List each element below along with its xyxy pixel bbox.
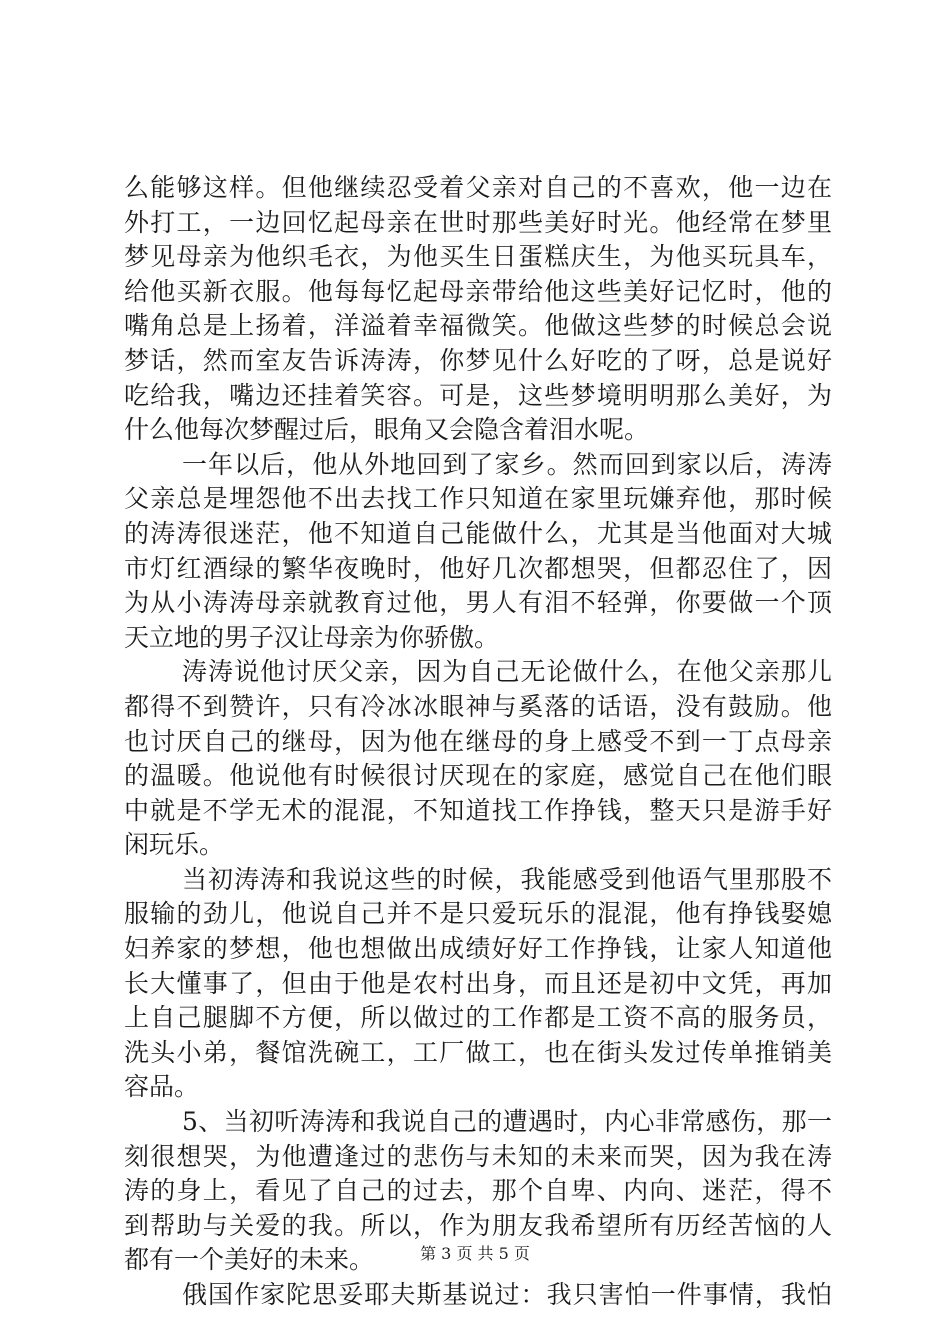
text-line: 俄国作家陀思妥耶夫斯基说过：我只害怕一件事情，我怕 [182,1280,832,1309]
text-line: 刻很想哭，为他遭逢过的悲伤与未知的未来而哭，因为我在涛 [124,1141,832,1171]
text-line: 都得不到赞许，只有冷冰冰眼神与奚落的话语，没有鼓励。他 [124,691,832,721]
text-line: 到帮助与关爱的我。所以，作为朋友我希望所有历经苦恼的人 [124,1210,832,1240]
text-line: 梦见母亲为他织毛衣，为他买生日蛋糕庆生，为他买玩具车， [124,242,832,272]
text-line: 市灯红酒绿的繁华夜晚时，他好几次都想哭，但都忍住了，因 [124,553,832,583]
text-line: 都有一个美好的未来。 [124,1245,375,1275]
text-line: 上自己腿脚不方便，所以做过的工作都是工资不高的服务员， [124,1003,832,1033]
text-line: 长大懂事了，但由于他是农村出身，而且还是初中文凭，再加 [124,968,832,998]
text-line: 给他买新衣服。他每每忆起母亲带给他这些美好记忆时，他的 [124,276,832,306]
text-line: 天立地的男子汉让母亲为你骄傲。 [124,622,500,652]
text-line: 为从小涛涛母亲就教育过他，男人有泪不轻弹，你要做一个顶 [124,588,832,618]
page-footer: 第 3 页 共 5 页 [420,1244,530,1263]
text-line: 什么他每次梦醒过后，眼角又会隐含着泪水呢。 [124,415,650,445]
text-line: 5、当初听涛涛和我说自己的遭遇时，内心非常感伤，那一 [182,1107,832,1137]
text-line: 中就是不学无术的混混，不知道找工作挣钱，整天只是游手好 [124,795,832,825]
text-line: 洗头小弟，餐馆洗碗工，工厂做工，也在街头发过传单推销美 [124,1037,832,1067]
text-line: 外打工，一边回忆起母亲在世时那些美好时光。他经常在梦里 [124,207,832,237]
text-line: 一年以后，他从外地回到了家乡。然而回到家以后，涛涛 [182,449,832,479]
text-line: 的涛涛很迷茫，他不知道自己能做什么，尤其是当他面对大城 [124,518,832,548]
body-text [124,171,832,1313]
text-line: 梦话，然而室友告诉涛涛，你梦见什么好吃的了呀，总是说好 [124,345,832,375]
text-line: 妇养家的梦想，他也想做出成绩好好工作挣钱，让家人知道他 [124,934,832,964]
text-line: 么能够这样。但他继续忍受着父亲对自己的不喜欢，他一边在 [124,173,832,202]
text-line: 的温暖。他说他有时候很讨厌现在的家庭，感觉自己在他们眼 [124,761,832,791]
text-line: 也讨厌自己的继母，因为他在继母的身上感受不到一丁点母亲 [124,726,832,756]
text-line: 服输的劲儿，他说自己并不是只爱玩乐的混混，他有挣钱娶媳 [124,899,832,929]
text-line: 父亲总是埋怨他不出去找工作只知道在家里玩嫌弃他，那时候 [124,484,832,514]
text-line: 容品。 [124,1072,200,1102]
text-line: 嘴角总是上扬着，洋溢着幸福微笑。他做这些梦的时候总会说 [124,311,832,341]
text-line: 吃给我，嘴边还挂着笑容。可是，这些梦境明明那么美好，为 [124,380,832,410]
text-line: 涛涛说他讨厌父亲，因为自己无论做什么，在他父亲那儿 [182,657,832,687]
text-line: 涛的身上，看见了自己的过去，那个自卑、内向、迷茫，得不 [124,1176,832,1206]
text-line: 当初涛涛和我说这些的时候，我能感受到他语气里那股不 [182,864,832,894]
text-line: 闲玩乐。 [124,830,225,860]
